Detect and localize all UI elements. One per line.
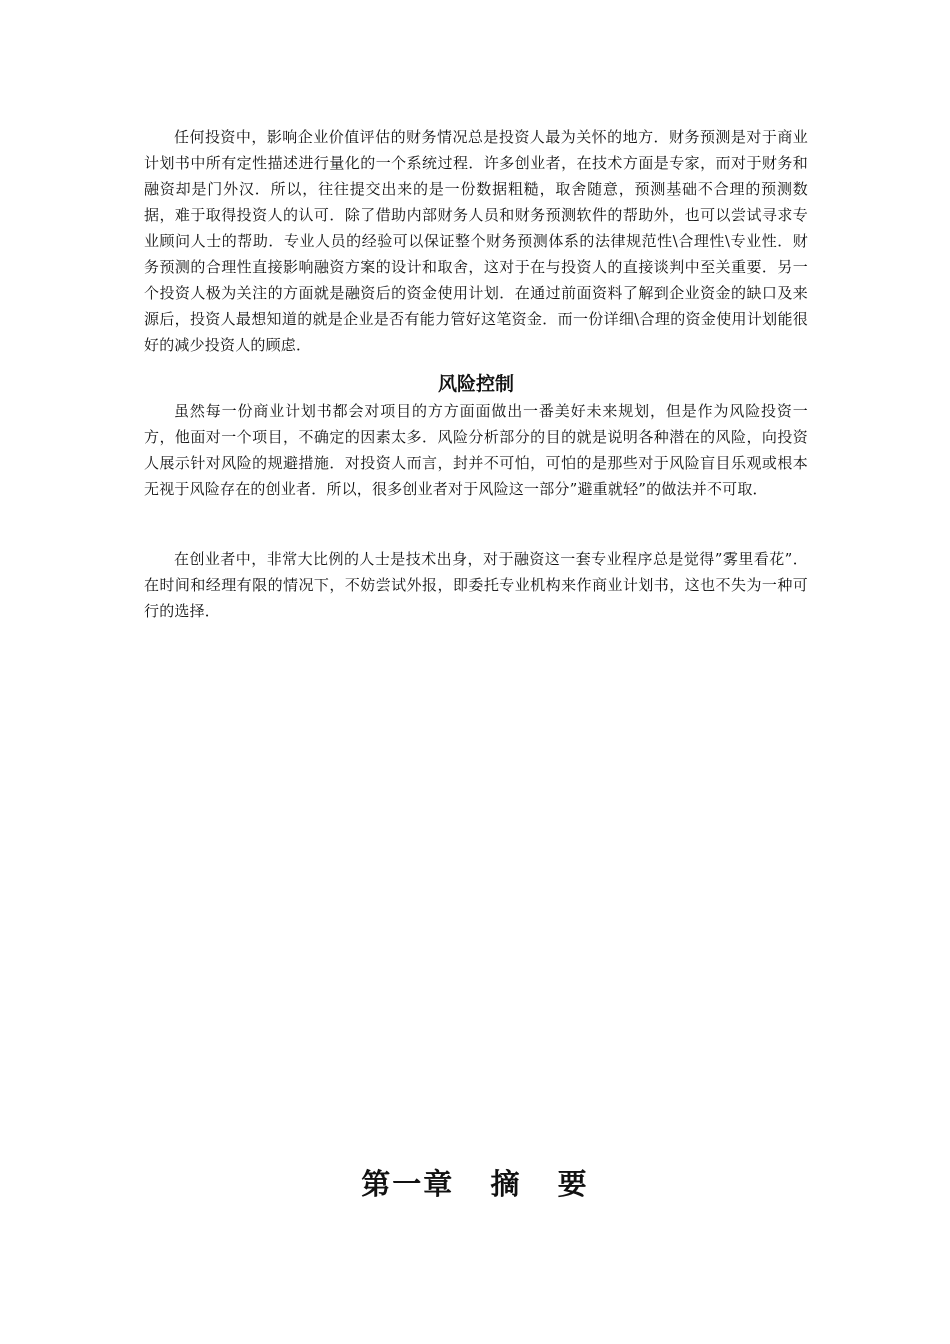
section-title-risk-control: 风险控制 <box>437 373 514 395</box>
paragraph-financial-forecast: 任何投资中，影响企业价值评估的财务情况总是投资人最为关怀的地方．财务预测是对于商业计划书中所有定性描述进行量化的一个系统过程．许多创业者，在技术方面是专家，而对于财务和融资却是门外汉．所以，往往提交出来的是一份数据粗糙，取舍随意，预测基础不合理的预测数据，难于取得投资人的认可．除了借助内部财务人员和财务预测软件的帮助外，也可以尝试寻求专业顾问人士的帮助．专业人员的经验可以保证整个财务预测体系的法律规范性\合理性\专业性．财务预测的合理性直接影响融资方案的设计和取舍，这对于在与投资人的直接谈判中至关重要．另一个投资人极为关注的方面就是融资后的资金使用计划．在通过前面资料了解到企业资金的缺口及来源后，投资人最想知道的就是企业是否有能力管好这笔资金．而一份详细\合理的资金使用计划能很好的减少投资人的顾虑． <box>144 128 808 354</box>
chapter-title: 第一章 摘 要 <box>361 1167 589 1201</box>
paragraph-outsourcing: 在创业者中，非常大比例的人士是技术出身，对于融资这一套专业程序总是觉得”雾里看花”．在时间和经理有限的情况下，不妨尝试外报，即委托专业机构来作商业计划书，这也不失为一种可行的选择． <box>144 550 808 620</box>
paragraph-risk-analysis: 虽然每一份商业计划书都会对项目的方方面面做出一番美好未来规划，但是作为风险投资一方，他面对一个项目，不确定的因素太多．风险分析部分的目的就是说明各种潜在的风险，向投资人展示针对风险的规避措施．对投资人而言，封并不可怕，可怕的是那些对于风险盲目乐观或根本无视于风险存在的创业者．所以，很多创业者对于风险这一部分”避重就轻”的做法并不可取． <box>144 402 808 498</box>
